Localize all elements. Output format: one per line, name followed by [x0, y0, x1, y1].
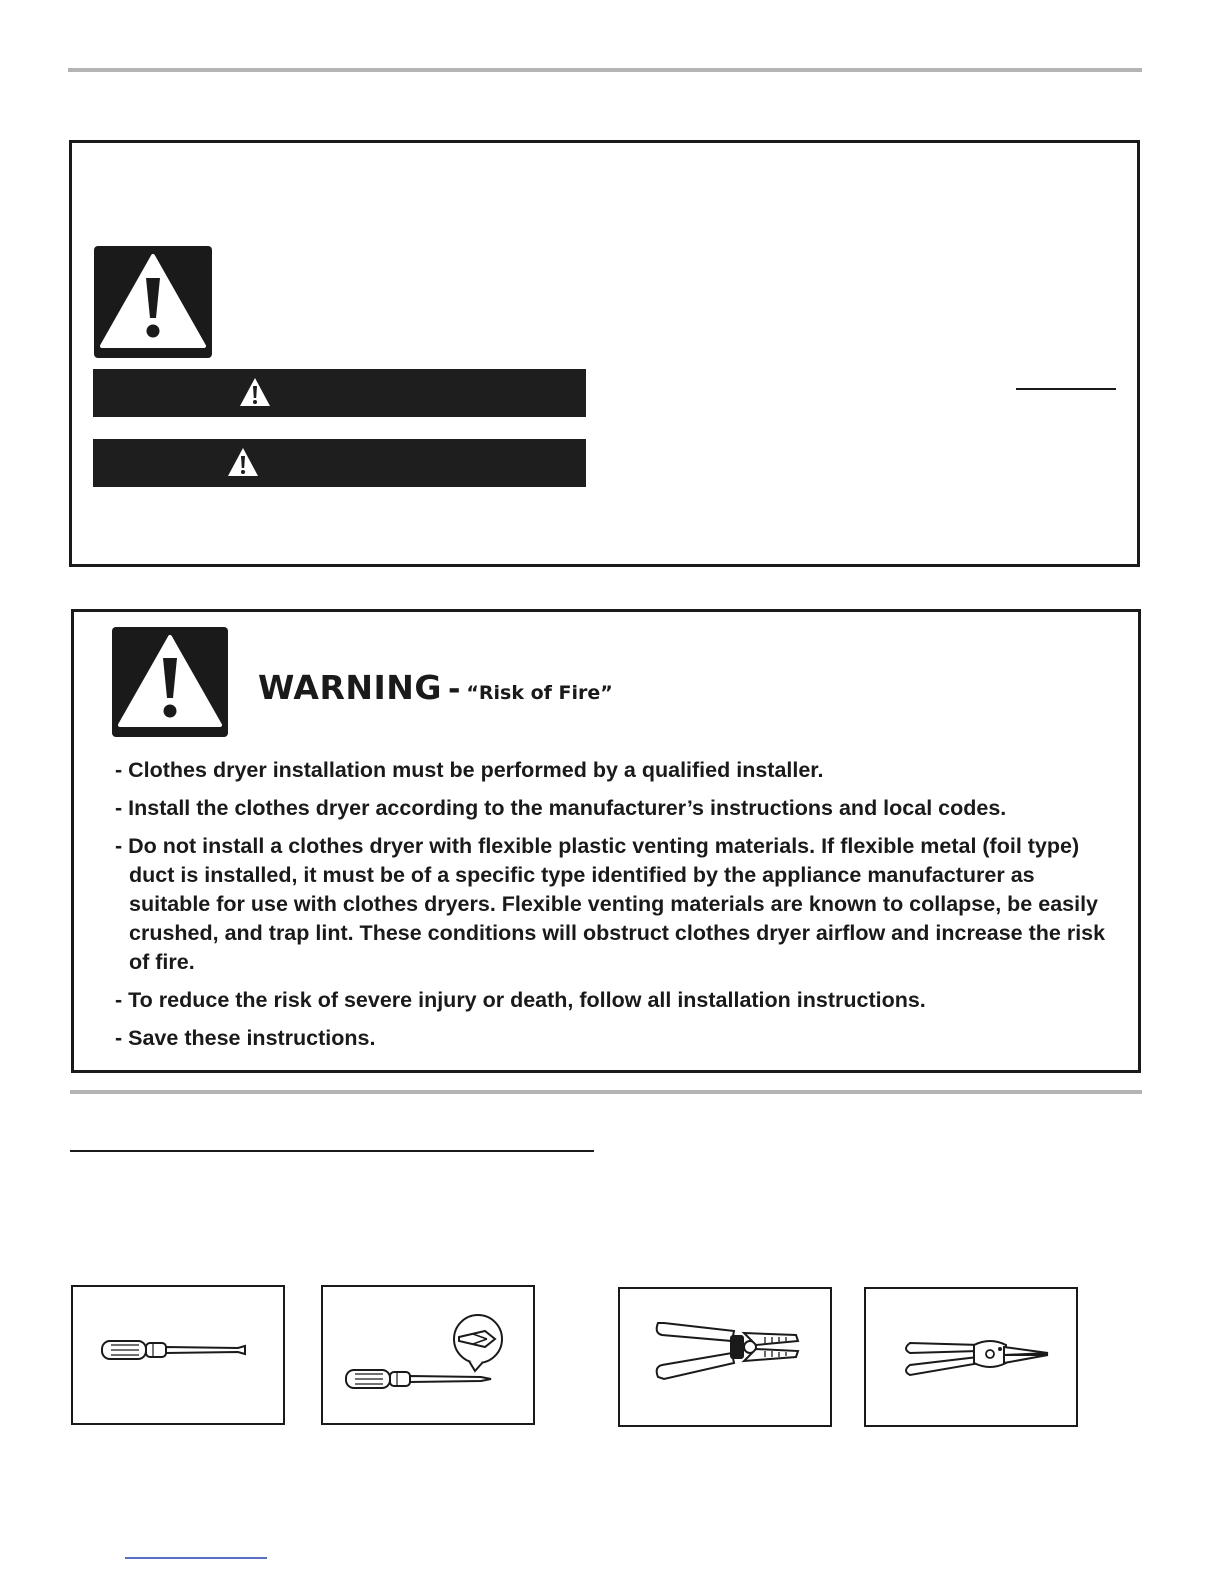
link-underline [125, 1557, 267, 1559]
underline-short [1016, 388, 1116, 390]
warning-triangle-icon [238, 376, 272, 408]
top-rule [68, 68, 1142, 72]
warning-triangle-icon [112, 627, 228, 737]
warning-signal-bar [93, 439, 586, 487]
safety-box [69, 140, 1140, 567]
warning-triangle-icon [226, 446, 260, 478]
tool-box-wire-stripper [618, 1287, 832, 1427]
list-item: - Clothes dryer installation must be performed by a qualified installer. [115, 758, 824, 782]
warning-dash: - [447, 672, 461, 707]
wire-stripper-icon [620, 1289, 834, 1429]
warning-bullet-list [115, 756, 1115, 1062]
section-rule [70, 1090, 1142, 1094]
warning-word: WARNING [258, 668, 442, 707]
flat-blade-screwdriver-icon [73, 1287, 287, 1427]
list-item: - Do not install a clothes dryer with flexible plastic venting materials. If flexible metal (foil type) duct is installed, it must be of a specific type identified by the appliance manufacturer as suitable for use with clothes dryers. Flexible venting materials are known to collapse, be easily crushed, and trap lint. These conditions will obstruct clothes dryer airflow and increase the risk of fire. [115, 834, 1106, 974]
list-item: - Save these instructions. [115, 1026, 376, 1050]
list-item: - To reduce the risk of severe injury or death, follow all installation instructions. [115, 988, 926, 1012]
tool-box-tin-snips [864, 1287, 1078, 1427]
warning-triangle-icon [94, 246, 212, 358]
phillips-screwdriver-icon [323, 1287, 537, 1427]
tin-snips-icon [866, 1289, 1080, 1429]
danger-signal-bar [93, 369, 586, 417]
tool-box-phillips-screwdriver [321, 1285, 535, 1425]
tool-box-flat-screwdriver [71, 1285, 285, 1425]
warning-subtitle: “Risk of Fire” [466, 682, 613, 704]
list-item: - Install the clothes dryer according to the manufacturer’s instructions and local codes. [115, 796, 1007, 820]
warning-heading [258, 668, 613, 707]
section-underline [70, 1150, 594, 1152]
